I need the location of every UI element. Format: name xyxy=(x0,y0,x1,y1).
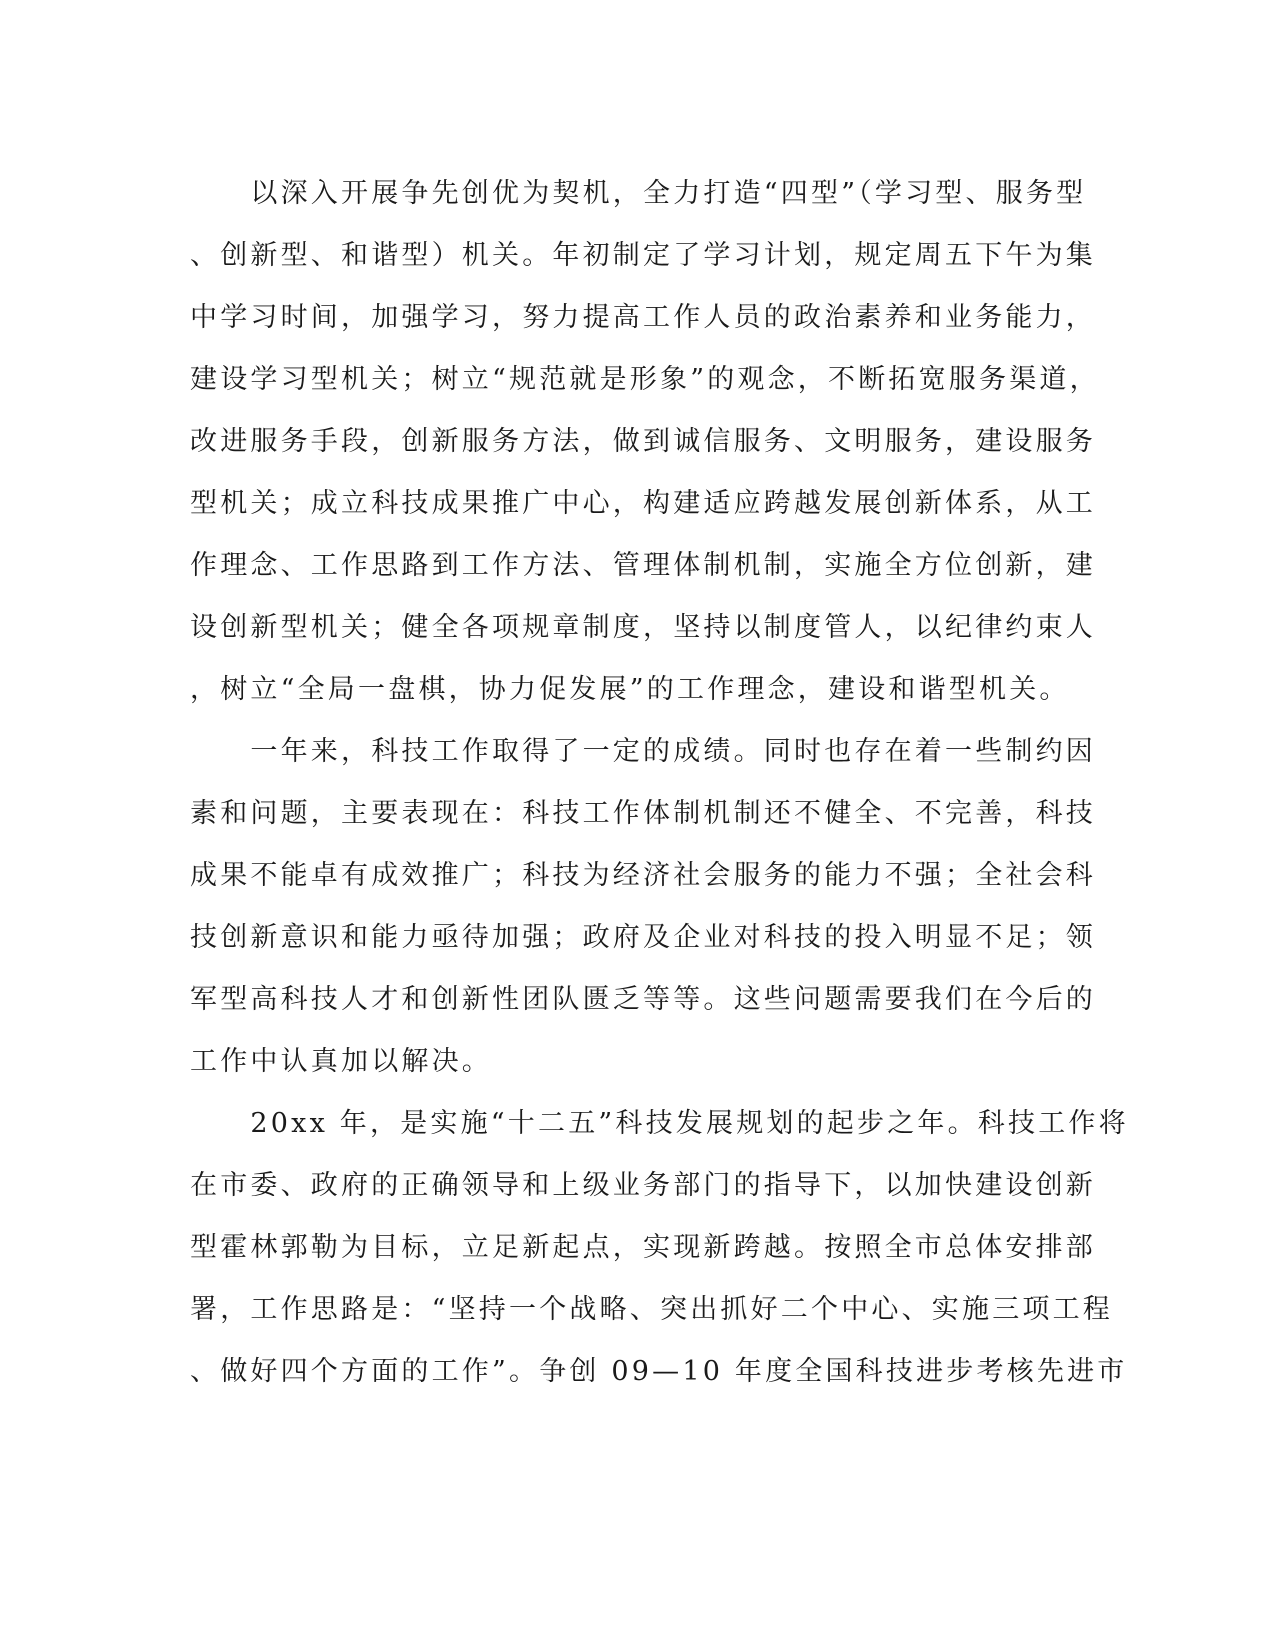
paragraph-agency-building xyxy=(190,163,1100,721)
paragraph-problems xyxy=(190,721,1096,1093)
text-line: 设创新型机关；健全各项规章制度，坚持以制度管人，以纪律约束人 xyxy=(190,612,1096,643)
text-line: 一年来，科技工作取得了一定的成绩。同时也存在着一些制约因 xyxy=(190,736,1096,767)
text-line: ，树立“全局一盘棋，协力促发展”的工作理念，建设和谐型机关。 xyxy=(190,674,1070,705)
text-line: 作理念、工作思路到工作方法、管理体制机制，实施全方位创新，建 xyxy=(190,550,1096,581)
text-line: 军型高科技人才和创新性团队匮乏等等。这些问题需要我们在今后的 xyxy=(190,984,1096,1015)
document-body xyxy=(190,163,1129,1403)
text-line: 中学习时间，加强学习，努力提高工作人员的政治素养和业务能力， xyxy=(190,302,1096,333)
paragraph-plan xyxy=(190,1093,1129,1403)
text-line: 型机关；成立科技成果推广中心，构建适应跨越发展创新体系，从工 xyxy=(190,488,1096,519)
text-line: 在市委、政府的正确领导和上级业务部门的指导下，以加快建设创新 xyxy=(190,1170,1096,1201)
text-line: 署，工作思路是：“坚持一个战略、突出抓好二个中心、实施三项工程 xyxy=(190,1294,1114,1325)
text-line: 技创新意识和能力亟待加强；政府及企业对科技的投入明显不足；领 xyxy=(190,922,1096,953)
text-line: 、创新型、和谐型）机关。年初制定了学习计划，规定周五下午为集 xyxy=(190,240,1096,271)
text-line: 改进服务手段，创新服务方法，做到诚信服务、文明服务，建设服务 xyxy=(190,426,1096,457)
text-line: 建设学习型机关；树立“规范就是形象”的观念，不断拓宽服务渠道， xyxy=(190,364,1100,395)
text-line: 、做好四个方面的工作”。争创 09—10 年度全国科技进步考核先进市 xyxy=(190,1356,1128,1387)
text-line: 20xx 年，是实施“十二五”科技发展规划的起步之年。科技工作将 xyxy=(190,1108,1129,1139)
text-line: 以深入开展争先创优为契机，全力打造“四型”（学习型、服务型 xyxy=(190,178,1087,209)
text-line: 工作中认真加以解决。 xyxy=(190,1046,492,1077)
text-line: 型霍林郭勒为目标，立足新起点，实现新跨越。按照全市总体安排部 xyxy=(190,1232,1096,1263)
text-line: 素和问题，主要表现在：科技工作体制机制还不健全、不完善，科技 xyxy=(190,798,1096,829)
text-line: 成果不能卓有成效推广；科技为经济社会服务的能力不强；全社会科 xyxy=(190,860,1096,891)
